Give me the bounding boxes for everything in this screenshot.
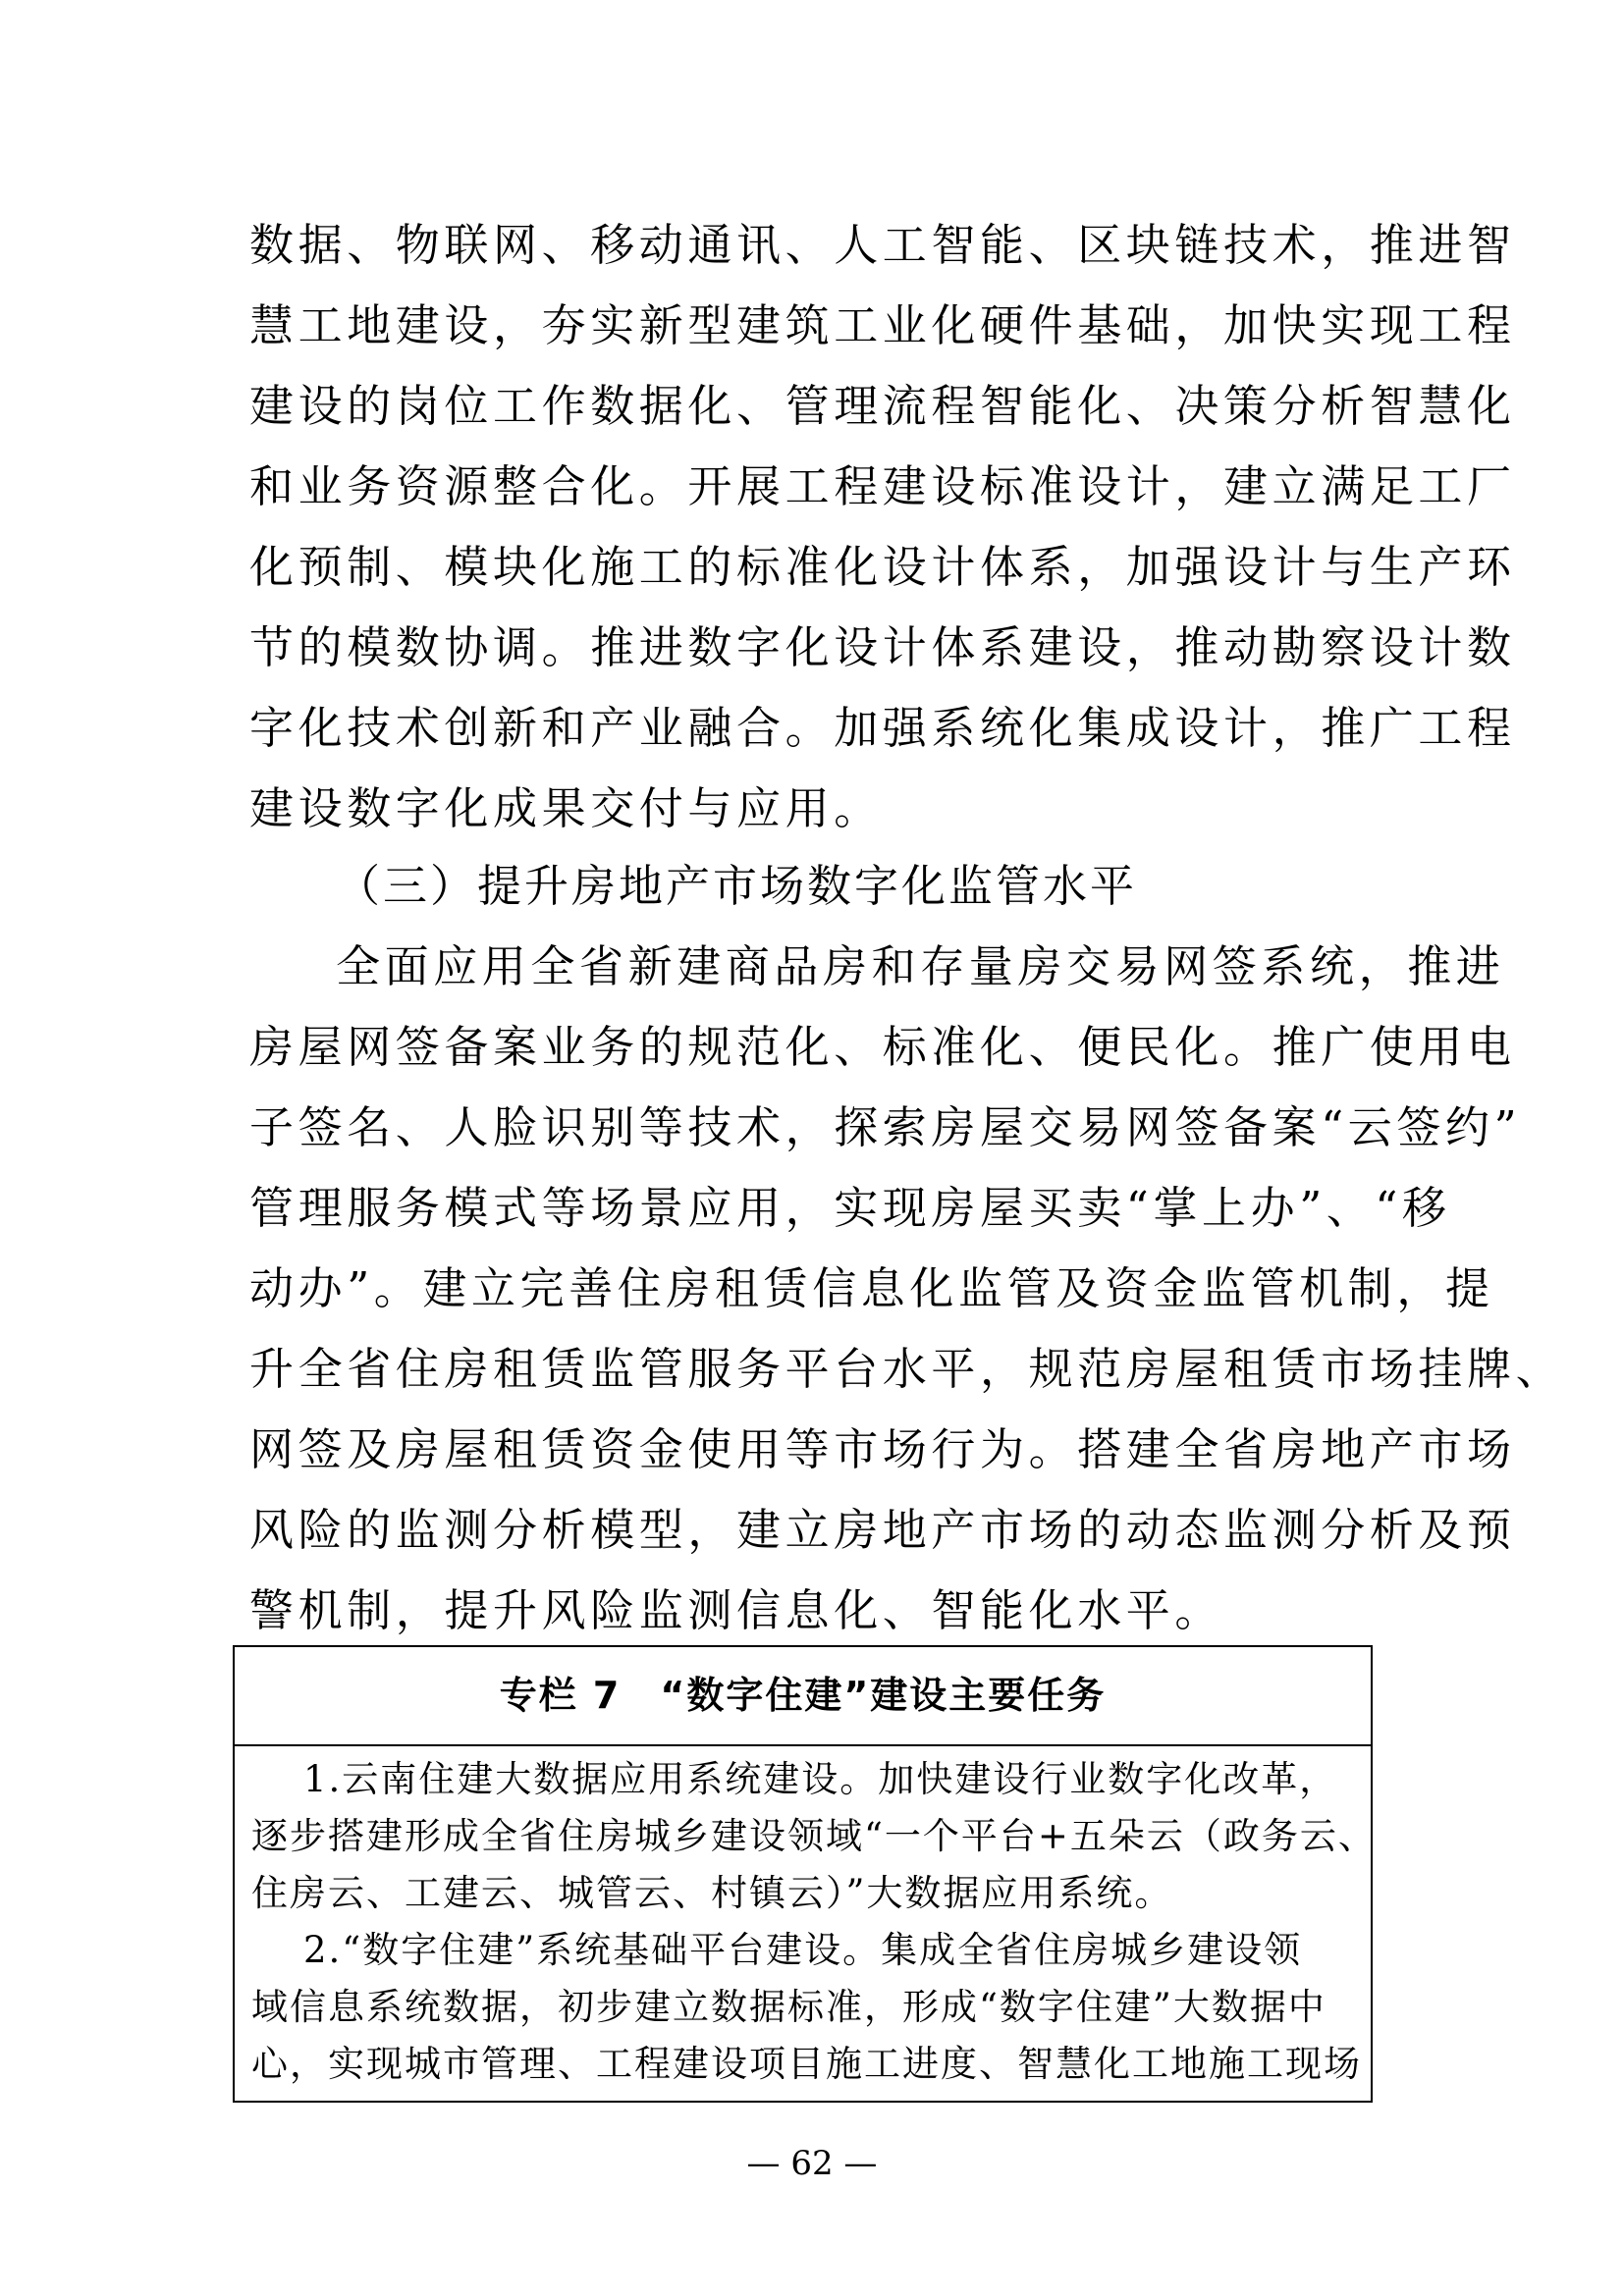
page-number: — 62 — [746,2144,878,2183]
body-line: 建设数字化成果交付与应用。 [249,782,883,834]
box-line: 2.“数字住建”系统基础平台建设。集成全省住房城乡建设领 [303,1929,1303,1971]
section-heading: （三）提升房地产市场数字化监管水平 [336,860,1138,912]
body-line: 升全省住房租赁监管服务平台水平，规范房屋租赁市场挂牌、 [249,1343,1565,1395]
body-line: 管理服务模式等场景应用，实现房屋买卖“掌上办”、“移 [249,1182,1451,1234]
box-line: 逐步搭建形成全省住房城乡建设领域“一个平台+五朵云（政务云、 [251,1815,1377,1857]
body-line: 风险的监测分析模型，建立房地产市场的动态监测分析及预 [249,1504,1516,1556]
box-line: 心，实现城市管理、工程建设项目施工进度、智慧化工地施工现场 [251,2043,1362,2085]
box-line: 1.云南住建大数据应用系统建设。加快建设行业数字化改革， [303,1758,1338,1800]
body-line: 动办”。建立完善住房租赁信息化监管及资金监管机制，提 [249,1262,1494,1314]
body-line: 警机制，提升风险监测信息化、智能化水平。 [249,1584,1224,1636]
column-box [233,1645,1377,2103]
body-line: 子签名、人脸识别等技术，探索房屋交易网签备案“云签约” [249,1101,1522,1153]
body-line: 字化技术创新和产业融合。加强系统化集成设计，推广工程 [249,702,1516,754]
body-line: 全面应用全省新建商品房和存量房交易网签系统，推进 [336,940,1505,992]
body-line: 化预制、模块化施工的标准化设计体系，加强设计与生产环 [249,541,1516,593]
body-line: 房屋网签备案业务的规范化、标准化、便民化。推广使用电 [249,1021,1516,1073]
box-line: 域信息系统数据，初步建立数据标准，形成“数字住建”大数据中 [251,1986,1326,2028]
body-line: 慧工地建设，夯实新型建筑工业化硬件基础，加快实现工程 [249,299,1516,351]
body-line: 数据、物联网、移动通讯、人工智能、区块链技术，推进智 [249,219,1516,271]
body-line: 节的模数协调。推进数字化设计体系建设，推动勘察设计数 [249,621,1516,673]
box-line: 住房云、工建云、城管云、村镇云）”大数据应用系统。 [251,1872,1173,1914]
body-line: 和业务资源整合化。开展工程建设标准设计，建立满足工厂 [249,460,1516,512]
body-line: 建设的岗位工作数据化、管理流程智能化、决策分析智慧化 [249,380,1516,432]
body-line: 网签及房屋租赁资金使用等市场行为。搭建全省房地产市场 [249,1423,1516,1475]
column-box-title: 专栏 7 “数字住建”建设主要任务 [235,1647,1371,1746]
